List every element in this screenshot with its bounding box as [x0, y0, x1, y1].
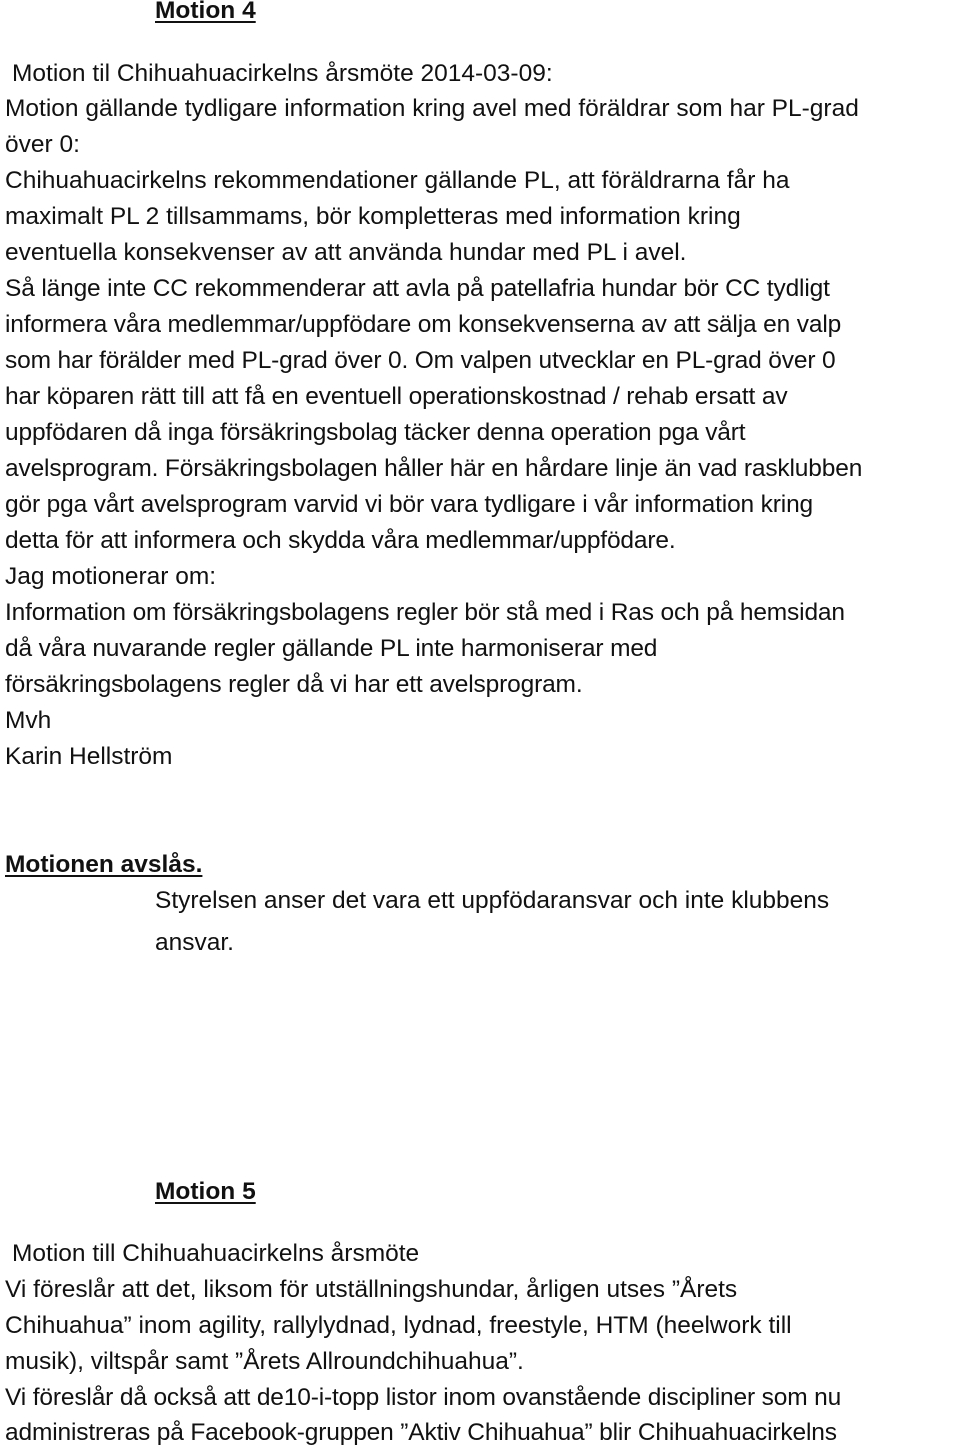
motion-4-line: då våra nuvarande regler gällande PL inte harmoniserar med: [5, 635, 658, 662]
motion-5-line: Vi föreslår då också att de10-i-topp listor inom ovanstående discipliner som nu: [5, 1384, 842, 1411]
motion-4-reason-line: Styrelsen anser det vara ett uppfödaransvar och inte klubbens: [155, 887, 830, 914]
motion-4-line: informera våra medlemmar/uppfödare om konsekvenserna av att sälja en valp: [5, 311, 842, 338]
motion-4-line: Så länge inte CC rekommenderar att avla på patellafria hundar bör CC tydligt: [5, 275, 830, 302]
motion-4-heading: Motion 4: [155, 0, 256, 24]
motion-5-line: Vi föreslår att det, liksom för utställningshundar, årligen utses ”Årets: [5, 1276, 738, 1303]
motion-4-line: Motion gällande tydligare information kring avel med föräldrar som har PL-grad: [5, 95, 859, 122]
motion-5-heading: Motion 5: [155, 1178, 256, 1205]
motion-4-line: avelsprogram. Försäkringsbolagen håller här en hårdare linje än vad rasklubben: [5, 455, 863, 482]
motion-4-reason-line: ansvar.: [155, 929, 234, 956]
motion-4-signoff: Mvh: [5, 707, 52, 734]
motion-4-line: försäkringsbolagens regler då vi har ett avelsprogram.: [5, 671, 583, 698]
motion-4-line: Motion til Chihuahuacirkelns årsmöte 2014-03-09:: [12, 60, 553, 87]
motion-4-line: över 0:: [5, 131, 80, 158]
motion-4-line: som har förälder med PL-grad över 0. Om valpen utvecklar en PL-grad över 0: [5, 347, 836, 374]
motion-5-line: musik), viltspår samt ”Årets Allroundchihuahua”.: [5, 1348, 524, 1375]
motion-4-line: har köparen rätt till att få en eventuell operationskostnad / rehab ersatt av: [5, 383, 788, 410]
motion-4-line: gör pga vårt avelsprogram varvid vi bör vara tydligare i vår information kring: [5, 491, 814, 518]
motion-4-line: maximalt PL 2 tillsammams, bör kompletteras med information kring: [5, 203, 741, 230]
motion-4-line: detta för att informera och skydda våra medlemmar/uppfödare.: [5, 527, 676, 554]
motion-4-line: Jag motionerar om:: [5, 563, 217, 590]
motion-5-line: Chihuahua” inom agility, rallylydnad, lydnad, freestyle, HTM (heelwork till: [5, 1312, 792, 1339]
motion-4-line: Information om försäkringsbolagens regler bör stå med i Ras och på hemsidan: [5, 599, 845, 626]
motion-4-line: uppfödaren då inga försäkringsbolag täcker denna operation pga vårt: [5, 419, 746, 446]
motion-5-line: administreras på Facebook-gruppen ”Aktiv Chihuahua” blir Chihuahuacirkelns: [5, 1419, 837, 1446]
motion-4-decision: Motionen avslås.: [5, 851, 203, 878]
motion-4-line: eventuella konsekvenser av att använda hundar med PL i avel.: [5, 239, 687, 266]
motion-4-author: Karin Hellström: [5, 743, 173, 770]
motion-5-line: Motion till Chihuahuacirkelns årsmöte: [12, 1240, 420, 1267]
motion-4-line: Chihuahuacirkelns rekommendationer gällande PL, att föräldrarna får ha: [5, 167, 790, 194]
